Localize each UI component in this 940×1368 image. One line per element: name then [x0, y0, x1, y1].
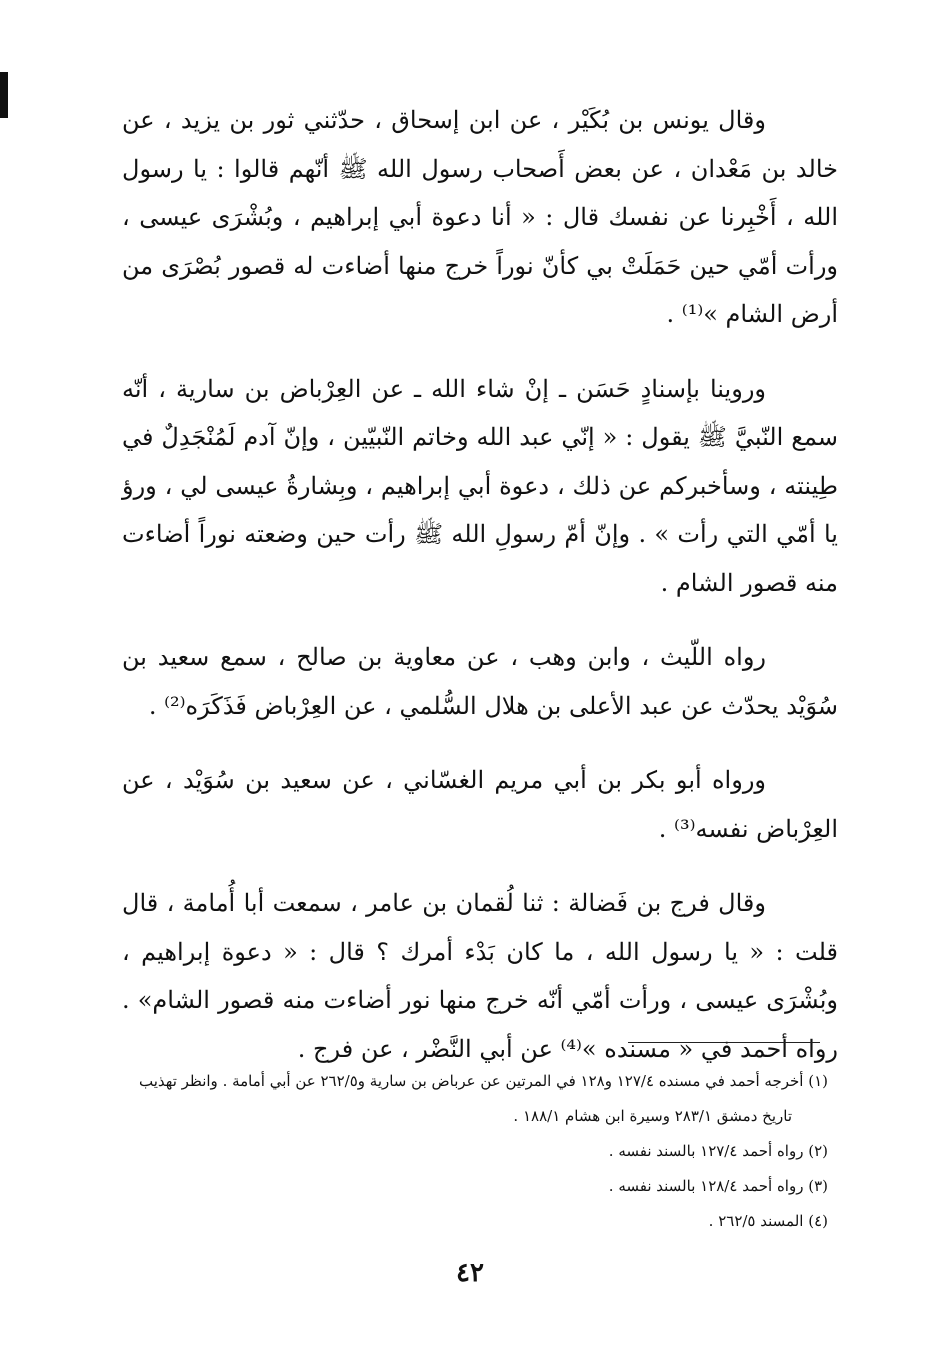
footnote: (٣) رواه أحمد ١٢٨/٤ بالسند نفسه .	[608, 1177, 828, 1195]
paragraph: ورواه أبو بكر بن أبي مريم الغسّاني ، عن سعيد بن سُوَيْد ، عن العِرْباض نفسه⁽³⁾ .	[122, 766, 838, 843]
paragraph: وروينا بإسنادٍ حَسَن ـ إنْ شاء الله ـ عن العِرْباض بن سارية ، أنّه سمع النّبيَّ ﷺ يقول : « إنّي عبد الله وخاتم النّبيّين ، وإنّ آدم لَمُنْجَدِلٌ في طِينته ، وسأخبركم عن ذلك ، دعوة أبي إبراهيم ، وبِشارةُ عيسى لي ، ورؤ يا أمّي التي رأت » . وإنّ أمّ رسولِ الله ﷺ رأت حين وضعته نوراً أضاءت منه قصور الشام .	[122, 374, 838, 597]
page-number: ٤٢	[456, 1258, 484, 1288]
footnotes	[118, 1064, 828, 1239]
footnote: (٢) رواه أحمد ١٢٧/٤ بالسند نفسه .	[608, 1142, 828, 1160]
paragraph: وقال يونس بن بُكَيْر ، عن ابن إسحاق ، حدّثني ثور بن يزيد ، عن خالد بن مَعْدان ، عن بعض أَصحاب رسول الله ﷺ أنّهم قالوا : يا رسول الله ، أَخْبِرنا عن نفسك قال : « أنا دعوة أبي إبراهيم ، وبُشْرَى عيسى ، ورأت أمّي حين حَمَلَتْ بي كأنّ نوراً خرج منها أضاءت له قصور بُصْرَى من أرض الشام »⁽¹⁾ .	[122, 106, 838, 328]
footnote: (٤) المسند ٢٦٢/٥ .	[708, 1212, 828, 1230]
paragraph: رواه اللّيث ، وابن وهب ، عن معاوية بن صالح ، سمع سعيد بن سُوَيْد يحدّث عن عبد الأعلى بن هلال السُّلمي ، عن العِرْباض فَذَكَرَه⁽²⁾ .	[122, 643, 838, 720]
main-text	[122, 96, 838, 1073]
paragraph: وقال فرج بن فَضالة : ثنا لُقمان بن عامر ، سمعت أبا أُمامة ، قال قلت : « يا رسول الله ، ما كان بَدْء أمرك ؟ قال : « دعوة إبراهيم ، وبُشْرَى عيسى ، ورأت أمّي أنّه خرج منها نور أضاءت منه قصور الشام» . رواه أحمد في « مسنده »⁽⁴⁾ عن أبي النَّضْر ، عن فرج .	[122, 889, 838, 1063]
scan-edge-mark	[0, 72, 8, 118]
footnote-separator	[628, 1042, 820, 1043]
footnote: (١) أخرجه أحمد في مسنده ١٢٧/٤ و١٢٨ في المرتين عن عرباض بن سارية و٢٦٢/٥ عن أبي أمامة . وانظر تهذيب تاريخ دمشق ٢٨٣/١ وسيرة ابن هشام ١٨٨/١ .	[139, 1072, 828, 1125]
